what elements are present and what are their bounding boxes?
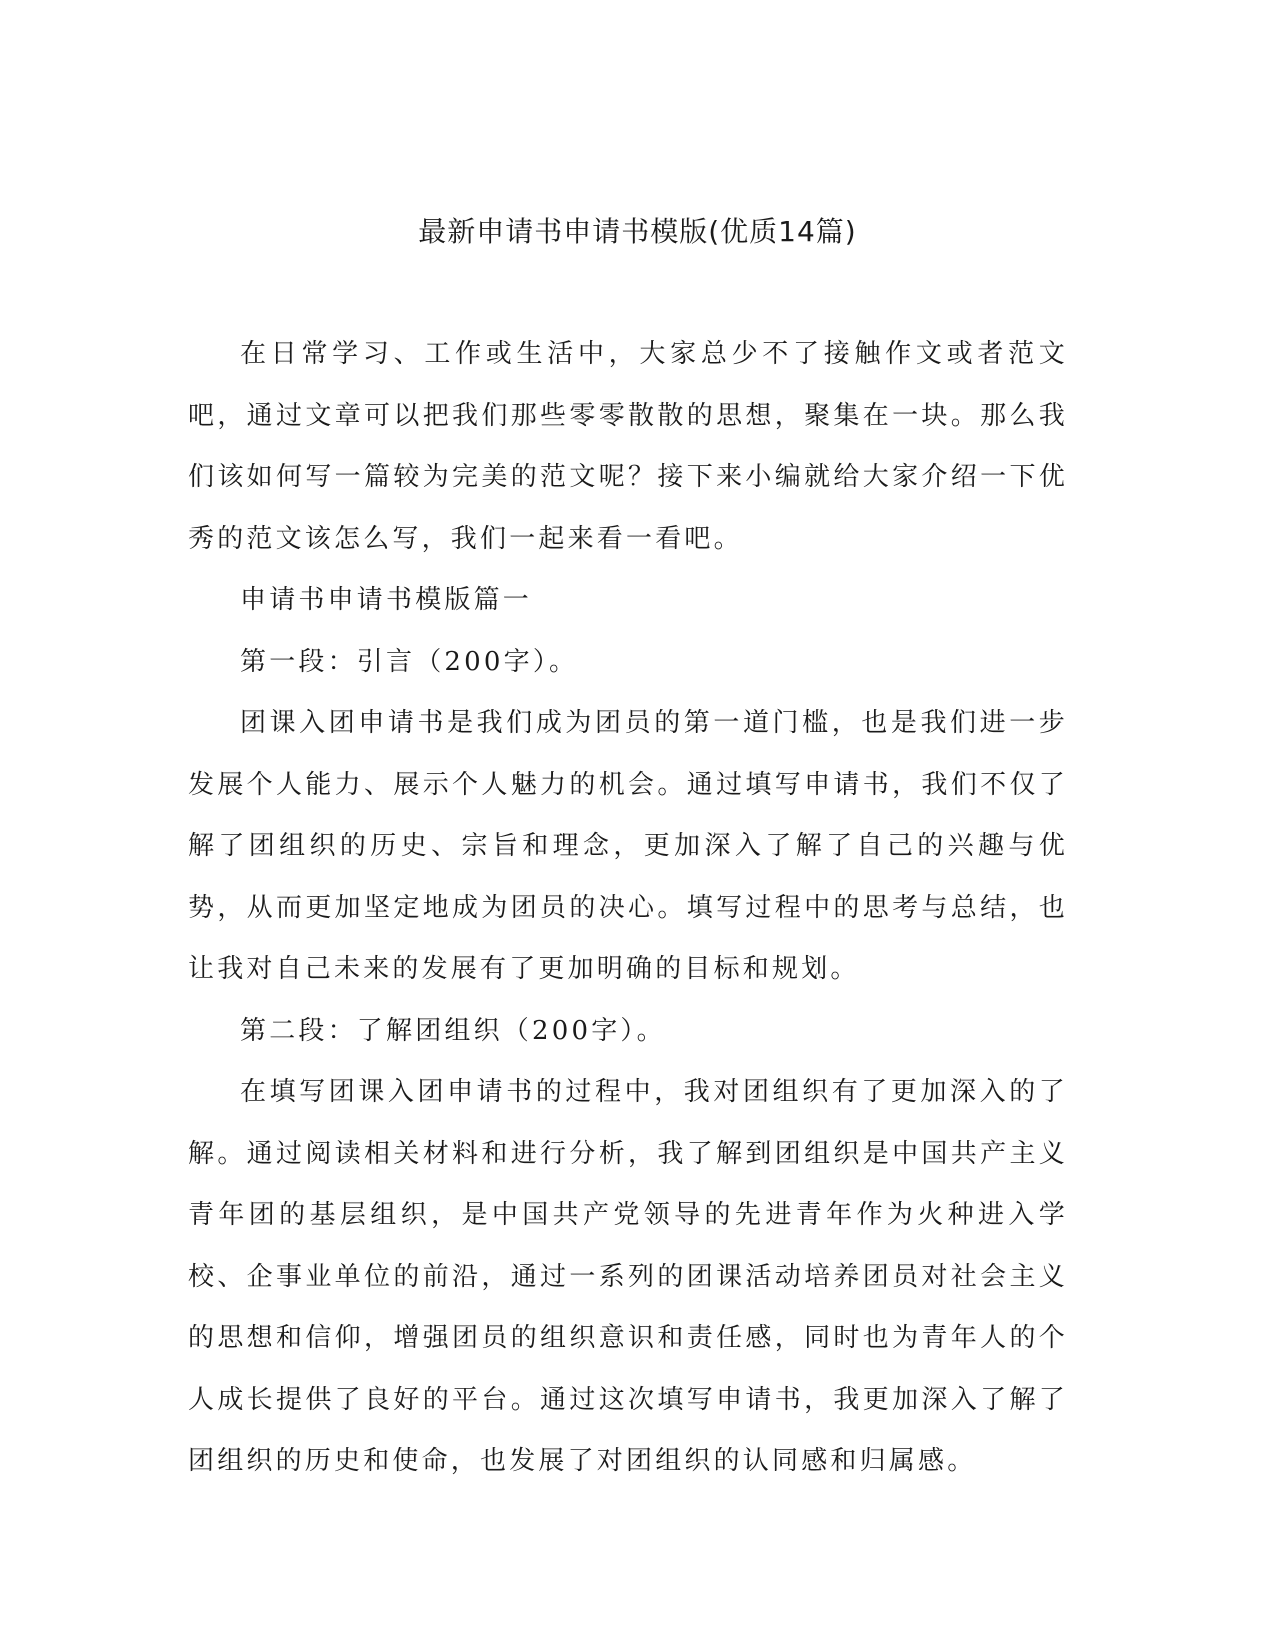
- document-title: 最新申请书申请书模版(优质14篇): [418, 215, 857, 248]
- section-heading: 申请书申请书模版篇一: [240, 585, 533, 615]
- body-paragraph: 团课入团申请书是我们成为团员的第一道门槛，也是我们进一步发展个人能力、展示个人魅力的机会。通过填写申请书，我们不仅了解了团组织的历史、宗旨和理念，更加深入了解了自己的兴趣与优势，从而更加坚定地成为团员的决心。填写过程中的思考与总结，也让我对自己未来的发展有了更加明确的目标和规划。: [188, 708, 1068, 984]
- intro-paragraph: 在日常学习、工作或生活中，大家总少不了接触作文或者范文吧，通过文章可以把我们那些零零散散的思想，聚集在一块。那么我们该如何写一篇较为完美的范文呢？接下来小编就给大家介绍一下优秀的范文该怎么写，我们一起来看一看吧。: [188, 339, 1068, 554]
- document-body: [188, 324, 1068, 1493]
- body-paragraph: 在填写团课入团申请书的过程中，我对团组织有了更加深入的了解。通过阅读相关材料和进行分析，我了解到团组织是中国共产主义青年团的基层组织，是中国共产党领导的先进青年作为火种进入学校、企事业单位的前沿，通过一系列的团课活动培养团员对社会主义的思想和信仰，增强团员的组织意识和责任感，同时也为青年人的个人成长提供了良好的平台。通过这次填写申请书，我更加深入了解了团组织的历史和使命，也发展了对团组织的认同感和归属感。: [188, 1077, 1068, 1476]
- subsection-heading: 第二段：了解团组织（200字）。: [240, 1015, 666, 1046]
- subsection-heading: 第一段：引言（200字）。: [240, 646, 579, 677]
